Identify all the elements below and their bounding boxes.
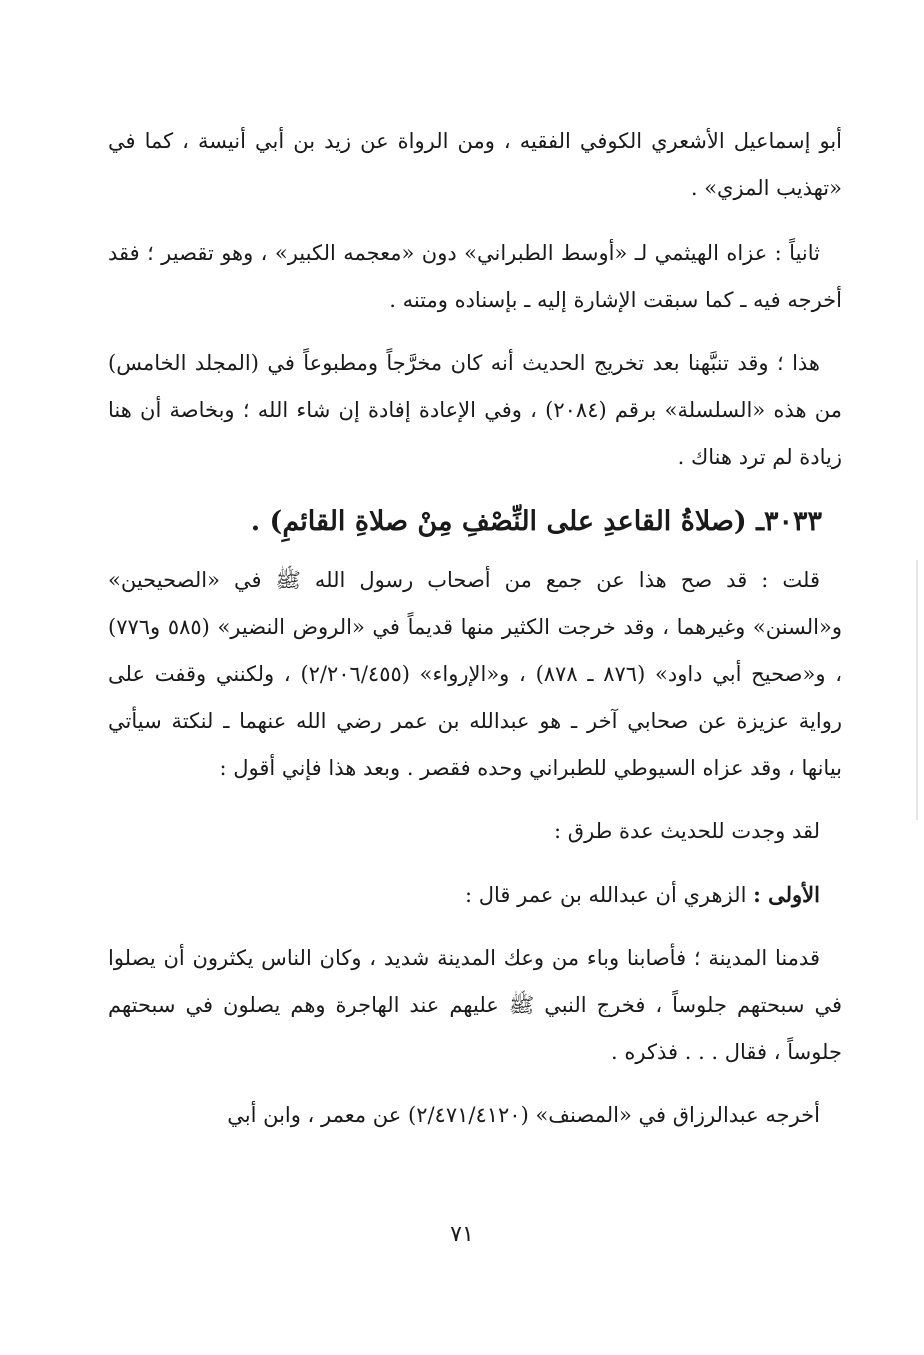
paragraph-narrator-note: أبو إسماعيل الأشعري الكوفي الفقيه ، ومن الرواة عن زيد بن أبي أنيسة ، كما في «تهذيب المزي» .	[108, 129, 842, 200]
paragraph-first-route	[108, 871, 842, 919]
paragraph-hadith-text: قدمنا المدينة ؛ فأصابنا وباء من وعك المدينة شديد ، وكان الناس يكثرون أن يصلوا في سبحتهم جلوساً ، فخرج النبي ﷺ عليهم عند الهاجرة وهم يصلون في سبحتهم جلوساً ، فقال . . . فذكره .	[108, 946, 842, 1064]
scan-margin-line	[916, 560, 918, 820]
paragraph-second-point: ثانياً : عزاه الهيثمي لـ «أوسط الطبراني» دون «معجمه الكبير» ، وهو تقصير ؛ فقد أخرجه فيه ـ كما سبقت الإشارة إليه ـ بإسناده ومتنه .	[108, 241, 842, 312]
paragraph-takhrij-intro: قلت : قد صح هذا عن جمع من أصحاب رسول الله ﷺ في «الصحيحين» و«السنن» وغيرهما ، وقد خرجت الكثير منها قديماً في «الروض النضير» (٥٨٥ و٧٧٦) ، و«صحيح أبي داود» (٨٧٦ ـ ٨٧٨) ، و«الإرواء» (٢/٢٠٦/٤٥٥) ، ولكنني وقفت على رواية عزيزة عن صحابي آخر ـ هو عبدالله بن عمر رضي الله عنهما ـ لنكتة سيأتي بيانها ، وقد عزاه السيوطي للطبراني وحده فقصر . وبعد هذا فإني أقول :	[108, 568, 842, 780]
page-number: ٧١	[450, 1222, 474, 1247]
paragraph-previous-edition-note: هذا ؛ وقد تنبَّهنا بعد تخريج الحديث أنه كان مخرَّجاً ومطبوعاً في (المجلد الخامس) من هذه «السلسلة» برقم (٢٠٨٤) ، وفي الإعادة إفادة إن شاء الله ؛ وبخاصة أن هنا زيادة لم ترد هناك .	[108, 351, 842, 469]
first-route-text: الزهري أن عبدالله بن عمر قال :	[464, 883, 754, 907]
hadith-heading: ٣٠٣٣ـ (صلاةُ القاعدِ على النِّصْفِ مِنْ صلاةِ القائمِ) .	[250, 506, 822, 537]
first-route-label: الأولى :	[753, 882, 820, 907]
paragraph-takhrij-source: أخرجه عبدالرزاق في «المصنف» (٢/٤٧١/٤١٢٠) عن معمر ، وابن أبي	[227, 1103, 820, 1127]
page-body	[108, 118, 842, 1155]
paragraph-routes-intro: لقد وجدت للحديث عدة طرق :	[554, 819, 820, 843]
